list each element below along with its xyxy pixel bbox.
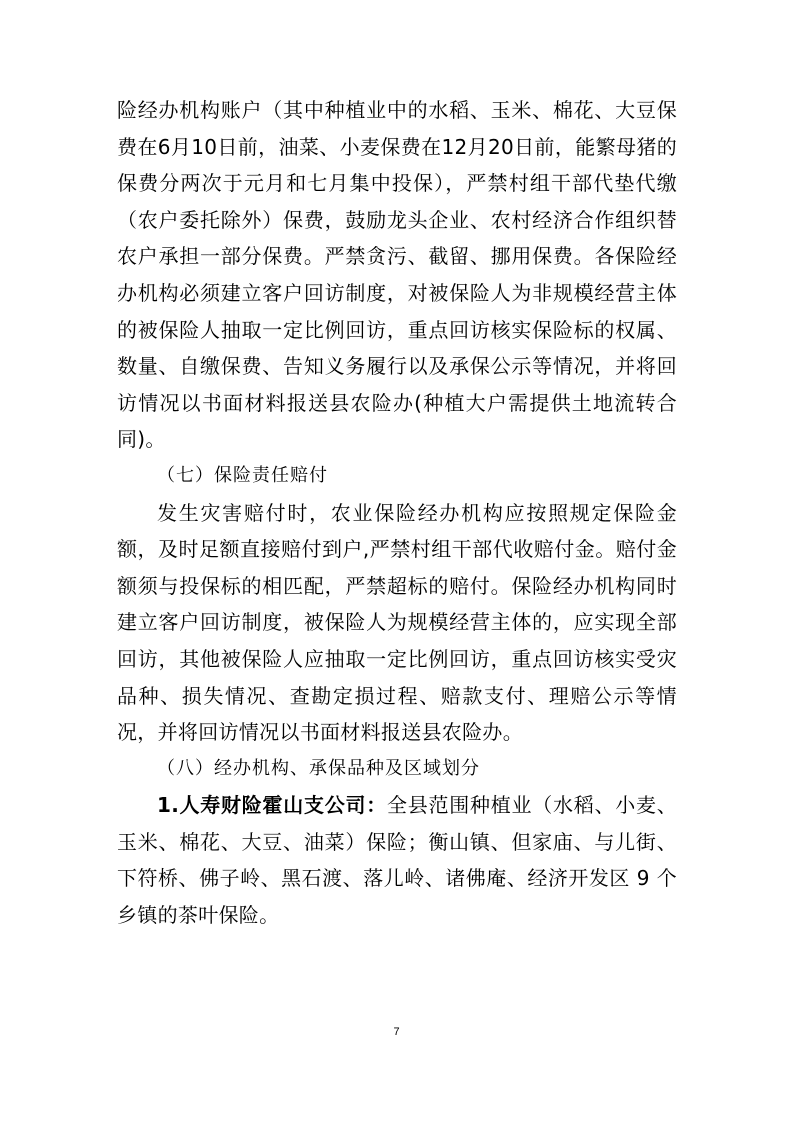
item-1-body: 全县范围种植业（水稻、小麦、玉米、棉花、大豆、油菜）保险；衡山镇、但家庙、与儿街、下符桥、佛子岭、黑石渡、落儿岭、诸佛庵、经济开发区 9 个乡镇的茶叶保险。: [117, 793, 677, 928]
section-heading-8: （八）经办机构、承保品种及区域划分: [157, 757, 480, 779]
item-1-title: 1.人寿财险霍山支公司：: [157, 793, 388, 818]
body-text: [117, 92, 677, 934]
section-heading-7: （七）保险责任赔付: [157, 464, 328, 486]
paragraph-item-1: [117, 787, 677, 933]
paragraph-premium-collection: 险经办机构账户（其中种植业中的水稻、玉米、棉花、大豆保费在6月10日前，油菜、小麦保费在12月20日前，能繁母猪的保费分两次于元月和七月集中投保），严禁村组干部代垫代缴（农户委托除外）保费，鼓励龙头企业、农村经济合作组织替农户承担一部分保费。严禁贪污、截留、挪用保费。各保险经办机构必须建立客户回访制度，对被保险人为非规模经营主体的被保险人抽取一定比例回访，重点回访核实保险标的权属、数量、自缴保费、告知义务履行以及承保公示等情况，并将回访情况以书面材料报送县农险办(种植大户需提供土地流转合同)。: [117, 98, 677, 452]
paragraph-claims: 发生灾害赔付时，农业保险经办机构应按照规定保险金额，及时足额直接赔付到户,严禁村组干部代收赔付金。赔付金额须与投保标的相匹配，严禁超标的赔付。保险经办机构同时建立客户回访制度，被保险人为规模经营主体的，应实现全部回访，其他被保险人应抽取一定比例回访，重点回访核实受灾品种、损失情况、查勘定损过程、赔款支付、理赔公示等情况，并将回访情况以书面材料报送县农险办。: [117, 500, 677, 745]
page-number: 7: [393, 1026, 400, 1038]
